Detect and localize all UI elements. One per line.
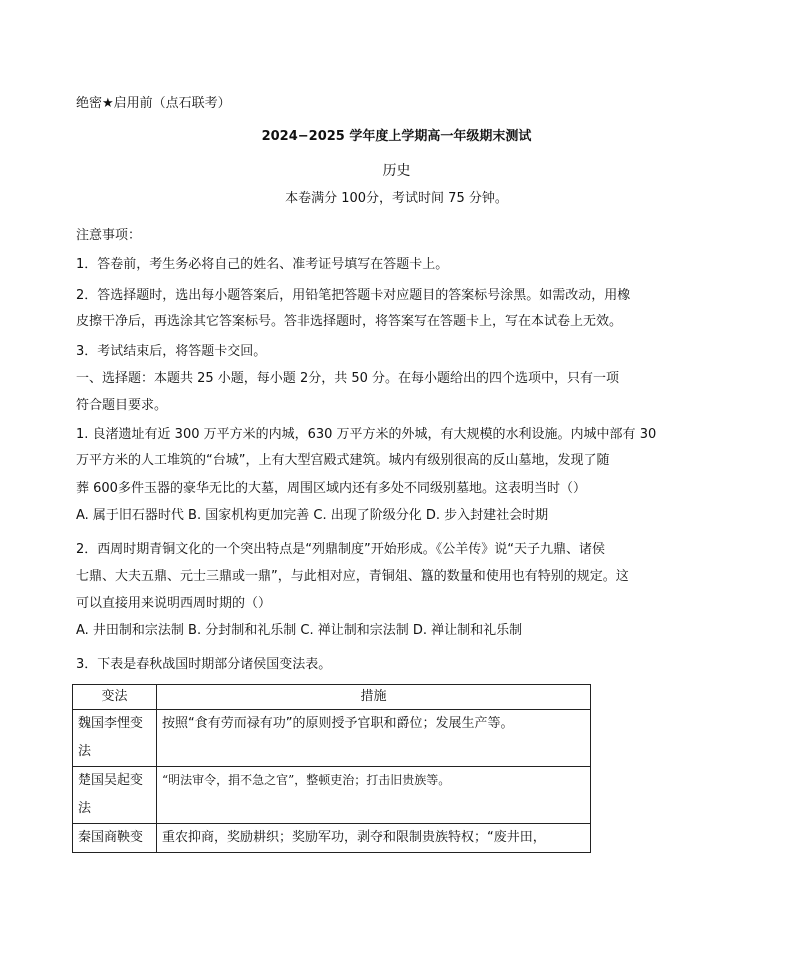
q1-line-3: 葬 600多件玉器的豪华无比的大墓，周围区域内还有多处不同级别墓地。这表明当时（）	[76, 481, 586, 496]
note-item-3: 3．考试结束后，将答题卡交回。	[76, 344, 267, 359]
reform-name-line: 秦国商鞅变	[78, 830, 144, 845]
reform-name-cell	[73, 710, 157, 767]
note-item-2-cont: 皮擦干净后，再选涂其它答案标号。答非选择题时，将答案写在答题卡上，写在本试卷上无效。	[76, 314, 623, 329]
q1-line-1: 1. 良渚遗址有近 300 万平方米的内城，630 万平方米的外城，有大规模的水利设施。内城中部有 30	[76, 427, 657, 442]
table-row	[73, 767, 591, 824]
exam-info: 本卷满分 100分，考试时间 75 分钟。	[285, 191, 508, 206]
reform-measures-cell: 按照“食有劳而禄有功”的原则授予官职和爵位；发展生产等。	[157, 710, 591, 767]
reform-name-line: 法	[78, 744, 92, 759]
reform-measures-cell: 重农抑商，奖励耕织；奖励军功，剥夺和限制贵族特权；“废井田，	[157, 824, 591, 853]
notes-title: 注意事项：	[76, 228, 142, 243]
reform-name-line: 法	[78, 801, 92, 816]
secret-tag: 绝密★启用前（点石联考）	[76, 96, 231, 111]
table-row	[73, 824, 591, 853]
reform-name-line: 楚国吴起变	[78, 773, 144, 788]
table-header-row	[73, 685, 591, 710]
reform-name-cell	[73, 767, 157, 824]
reform-name-line: 魏国李悝变	[78, 716, 144, 731]
q2-options: A. 井田制和宗法制 B. 分封制和礼乐制 C. 禅让制和宗法制 D. 禅让制和礼乐制	[76, 623, 523, 638]
note-item-2: 2．答选择题时，选出每小题答案后，用铅笔把答题卡对应题目的答案标号涂黑。如需改动，用橡	[76, 288, 631, 303]
subject-title: 历史	[382, 163, 411, 179]
exam-title: 2024−2025 学年度上学期高一年级期末测试	[261, 129, 532, 144]
q2-line-3: 可以直接用来说明西周时期的（）	[76, 596, 272, 611]
table-row	[73, 710, 591, 767]
q2-line-2: 七鼎、大夫五鼎、元士三鼎或一鼎”，与此相对应，青铜俎、簋的数量和使用也有特别的规定。这	[76, 569, 629, 584]
q3-intro: 3．下表是春秋战国时期部分诸侯国变法表。	[76, 657, 332, 672]
reform-name-cell	[73, 824, 157, 853]
q1-options: A. 属于旧石器时代 B. 国家机构更加完善 C. 出现了阶级分化 D. 步入封建社会时期	[76, 508, 549, 523]
column-header-reform: 变法	[73, 685, 157, 710]
q2-line-1: 2．西周时期青铜文化的一个突出特点是“列鼎制度”开始形成。《公羊传》说“天子九鼎、诸侯	[76, 542, 605, 557]
reform-table	[72, 684, 591, 853]
reform-measures-cell: “明法审令，捐不急之官”，整顿吏治；打击旧贵族等。	[157, 767, 591, 824]
q1-line-2: 万平方米的人工堆筑的“台城”，上有大型宫殿式建筑。城内有级别很高的反山墓地，发现了随	[76, 453, 610, 468]
section-heading: 一、选择题：本题共 25 小题，每小题 2分，共 50 分。在每小题给出的四个选项中，只有一项	[76, 371, 620, 386]
section-heading-cont: 符合题目要求。	[76, 398, 168, 413]
note-item-1: 1．答卷前，考生务必将自己的姓名、准考证号填写在答题卡上。	[76, 257, 449, 272]
column-header-measures: 措施	[157, 685, 591, 710]
